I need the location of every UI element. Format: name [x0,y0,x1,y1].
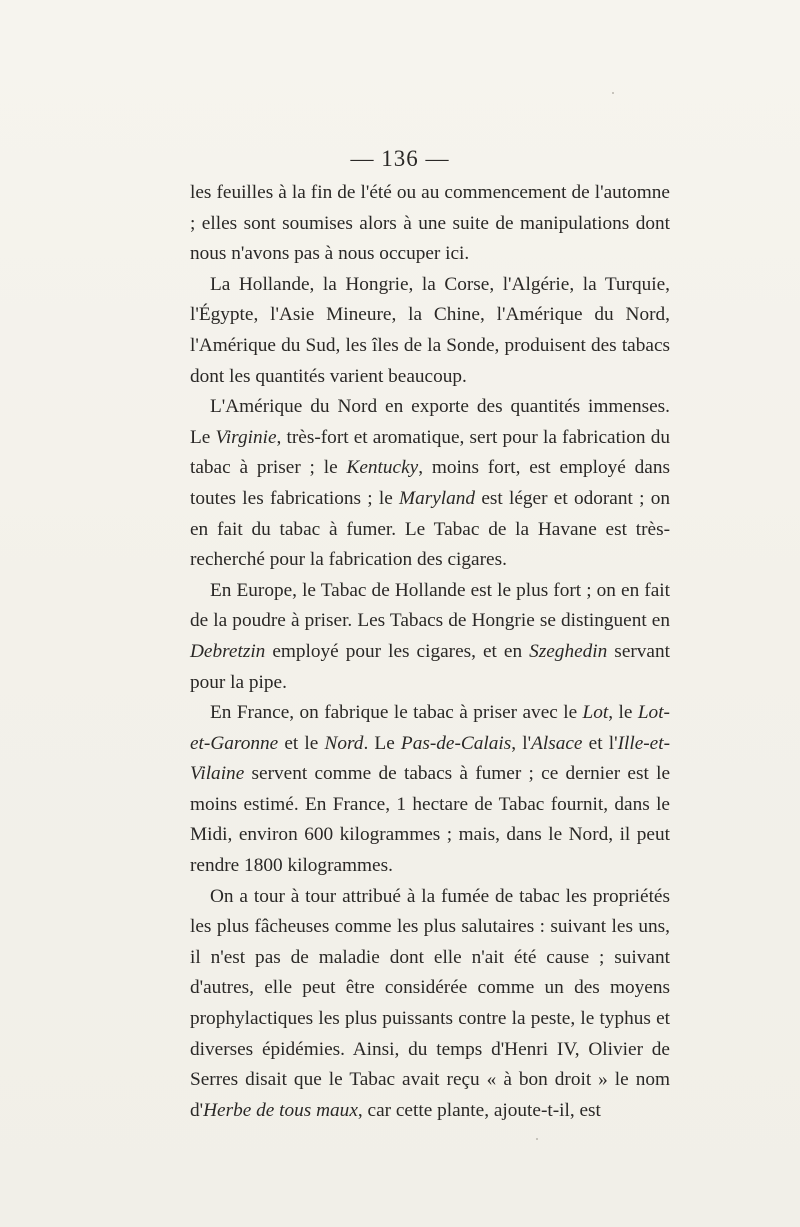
text-run: L'Amérique du Nord en exporte des quantités immenses. Le [190,396,670,448]
italic-term: Maryland [399,487,476,509]
text-run: , car cette plante, ajoute-t-il, est [357,1099,601,1121]
paragraph [190,882,670,1127]
text-run: En France, on fabrique le tabac à priser avec le [210,702,583,724]
italic-term: Nord [324,732,364,754]
text-run: et l' [582,732,618,754]
text-run: employé pour les cigares, et en [265,640,530,662]
text-run: , le [608,702,638,724]
text-run: La Hollande, la Hongrie, la Corse, l'Algérie, la Turquie, l'Égypte, l'Asie Mineure, la Chine, l'Amérique du Nord, l'Amérique du Sud, les îles de la Sonde, produisent des tabacs dont les quantités varient beaucoup. [190,273,670,387]
text-run: servant pour la pipe. [190,640,670,693]
italic-term: Alsace [531,732,583,754]
italic-term: Szeghedin [529,640,608,662]
text-run: est léger et odorant ; on en fait du tabac à fumer. Le Tabac de la Havane est très-recherché pour la fabrication des cigares. [190,487,670,571]
paragraph [190,178,670,270]
paper-speck [536,1138,538,1140]
text-run: , moins fort, est employé dans toutes les fabrications ; le [190,457,670,509]
text-run: et le [278,732,325,754]
italic-term: Ille-et-Vilaine [190,732,671,785]
text-run: On a tour à tour attribué à la fumée de tabac les propriétés les plus fâcheuses comme les plus salutaires : suivant les uns, il n'est pas de maladie dont elle n'ait été cause ; suivant d'autres, elle peut être considérée comme un des moyens prophylactiques les plus puissants contre la peste, le typhus et diverses épidémies. Ainsi, du temps d'Henri IV, Olivier de Serres disait que le Tabac avait reçu « à bon droit » le nom d' [190,885,670,1121]
page-number: — 136 — [350,146,450,171]
text-run: En Europe, le Tabac de Hollande est le plus fort ; on en fait de la poudre à priser. Les Tabacs de Hongrie se distinguent en [190,579,670,632]
text-run: les feuilles à la fin de l'été ou au commencement de l'automne ; elles sont soumises alors à une suite de manipulations dont nous n'avons pas à nous occuper ici. [190,182,670,265]
paragraph [190,576,670,698]
paragraph [190,270,670,392]
text-run: servent comme de tabacs à fumer ; ce dernier est le moins estimé. En France, 1 hectare de Tabac fournit, dans le Midi, environ 600 kilogrammes ; mais, dans le Nord, il peut rendre 1800 kilogrammes. [190,763,670,877]
italic-term: Herbe de tous maux [203,1099,358,1121]
italic-term: Pas-de-Calais [400,732,512,754]
italic-term: Lot-et-Garonne [190,702,670,754]
italic-term: Virginie [215,426,277,448]
italic-term: Kentucky [346,457,419,479]
italic-term: Debretzin [190,640,266,662]
paragraph [190,392,670,576]
text-run: , très-fort et aromatique, sert pour la fabrication du tabac à priser ; le [190,426,670,479]
paragraph [190,698,670,882]
italic-term: Lot [582,702,609,724]
text-run: . Le [363,732,401,754]
body-text [190,178,670,1126]
paper-speck [612,92,614,94]
text-run: , l' [511,732,532,754]
